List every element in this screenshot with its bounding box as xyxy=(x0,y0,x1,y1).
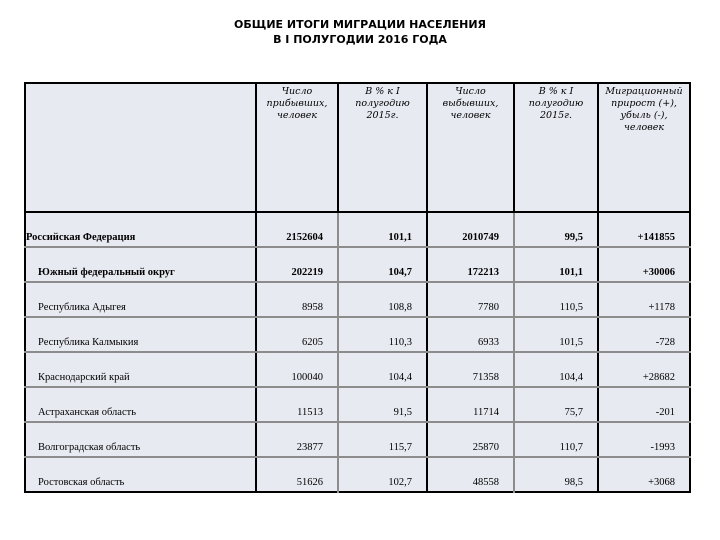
title-line-1: ОБЩИЕ ИТОГИ МИГРАЦИИ НАСЕЛЕНИЯ xyxy=(234,18,486,31)
departed-pct-value: 101,1 xyxy=(514,247,598,282)
header-net-migration: Миграционный прирост (+), убыль (-), человек xyxy=(598,83,690,212)
header-arrived: Число прибывших, человек xyxy=(256,83,338,212)
table-header-row xyxy=(25,83,690,212)
net-value: +141855 xyxy=(598,212,690,247)
title-line-2: В I ПОЛУГОДИИ 2016 ГОДА xyxy=(273,33,447,46)
arrived-value: 51626 xyxy=(256,457,338,492)
arrived-value: 202219 xyxy=(256,247,338,282)
departed-value: 6933 xyxy=(427,317,514,352)
arrived-value: 6205 xyxy=(256,317,338,352)
region-name: Астраханская область xyxy=(25,387,256,422)
net-value: +1178 xyxy=(598,282,690,317)
departed-value: 172213 xyxy=(427,247,514,282)
arrived-pct-value: 91,5 xyxy=(338,387,427,422)
departed-pct-value: 75,7 xyxy=(514,387,598,422)
arrived-pct-value: 110,3 xyxy=(338,317,427,352)
table-row xyxy=(25,422,690,457)
migration-table xyxy=(24,82,691,493)
arrived-value: 2152604 xyxy=(256,212,338,247)
net-value: -1993 xyxy=(598,422,690,457)
arrived-pct-value: 108,8 xyxy=(338,282,427,317)
arrived-pct-value: 101,1 xyxy=(338,212,427,247)
table-row xyxy=(25,387,690,422)
departed-pct-value: 101,5 xyxy=(514,317,598,352)
arrived-value: 100040 xyxy=(256,352,338,387)
departed-pct-value: 99,5 xyxy=(514,212,598,247)
table-row xyxy=(25,317,690,352)
region-name: Краснодарский край xyxy=(25,352,256,387)
departed-value: 71358 xyxy=(427,352,514,387)
arrived-value: 23877 xyxy=(256,422,338,457)
region-name: Южный федеральный округ xyxy=(25,247,256,282)
departed-pct-value: 98,5 xyxy=(514,457,598,492)
page-title xyxy=(0,17,720,47)
arrived-pct-value: 102,7 xyxy=(338,457,427,492)
departed-pct-value: 110,5 xyxy=(514,282,598,317)
departed-pct-value: 104,4 xyxy=(514,352,598,387)
departed-value: 48558 xyxy=(427,457,514,492)
header-departed-pct: В % к I полугодию 2015г. xyxy=(514,83,598,212)
departed-value: 11714 xyxy=(427,387,514,422)
region-name: Российская Федерация xyxy=(25,212,256,247)
table-row xyxy=(25,212,690,247)
table-row xyxy=(25,247,690,282)
region-name: Волгоградская область xyxy=(25,422,256,457)
region-name: Ростовская область xyxy=(25,457,256,492)
net-value: -728 xyxy=(598,317,690,352)
table-row xyxy=(25,352,690,387)
arrived-pct-value: 104,7 xyxy=(338,247,427,282)
departed-value: 2010749 xyxy=(427,212,514,247)
header-region xyxy=(25,83,256,212)
region-name: Республика Адыгея xyxy=(25,282,256,317)
departed-value: 7780 xyxy=(427,282,514,317)
header-arrived-pct: В % к I полугодию 2015г. xyxy=(338,83,427,212)
departed-value: 25870 xyxy=(427,422,514,457)
net-value: +28682 xyxy=(598,352,690,387)
header-departed: Число выбывших, человек xyxy=(427,83,514,212)
arrived-pct-value: 115,7 xyxy=(338,422,427,457)
arrived-pct-value: 104,4 xyxy=(338,352,427,387)
net-value: -201 xyxy=(598,387,690,422)
net-value: +3068 xyxy=(648,477,675,488)
arrived-value: 8958 xyxy=(256,282,338,317)
net-value: +30006 xyxy=(598,247,690,282)
table-row xyxy=(25,457,690,492)
departed-pct-value: 110,7 xyxy=(514,422,598,457)
arrived-value: 11513 xyxy=(256,387,338,422)
table-row xyxy=(25,282,690,317)
region-name: Республика Калмыкия xyxy=(25,317,256,352)
